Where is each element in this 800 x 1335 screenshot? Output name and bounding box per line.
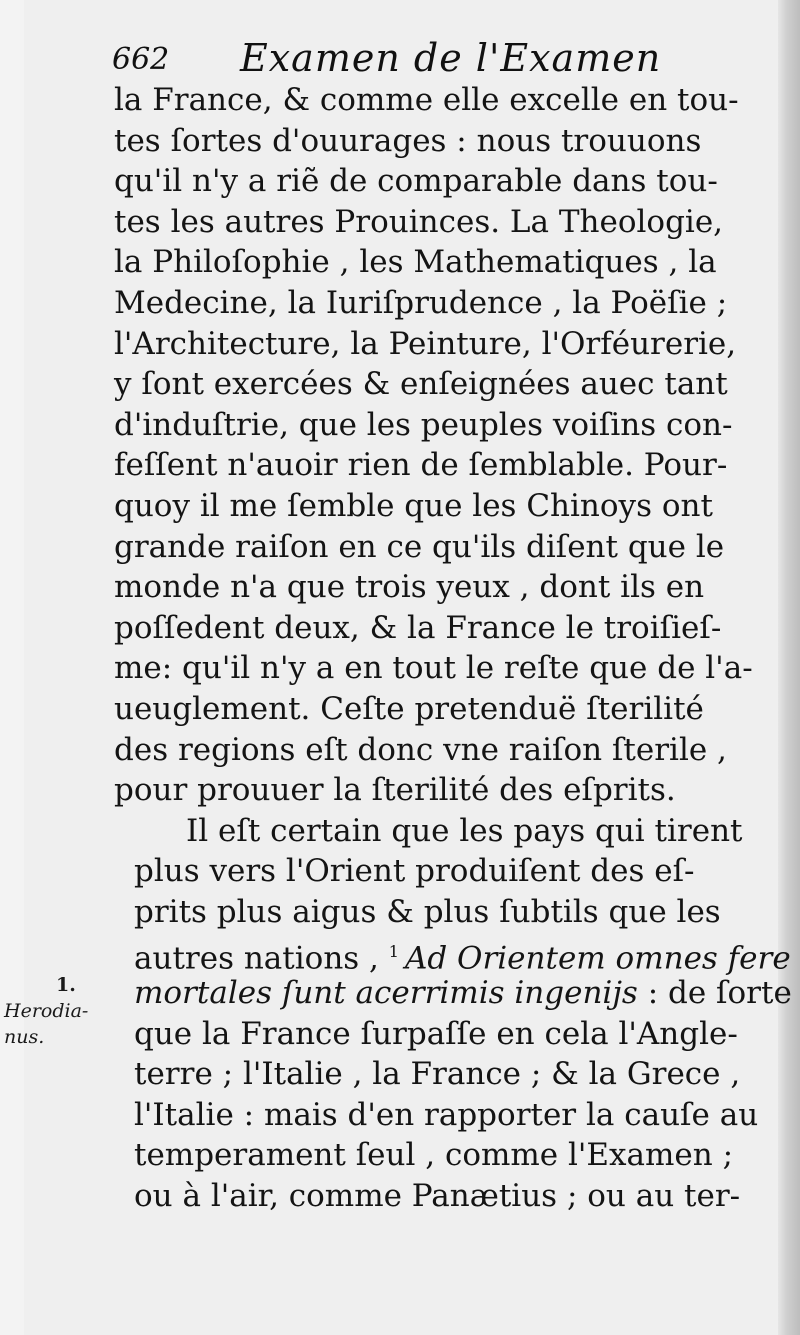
text-line: tes ſortes d'ouurages : nous trouuons (114, 122, 702, 159)
text-line: l'Architecture, la Peinture, l'Orféurerie, (114, 325, 737, 362)
text-line: des regions eſt donc vne raiſon ſterile , (114, 731, 727, 768)
text-line-with-quote (114, 973, 792, 1014)
body-text (114, 80, 792, 1217)
text-line: ou à l'air, comme Panætius ; ou au ter- (134, 1178, 741, 1215)
text-line: plus vers l'Orient produiſent des eſ- (134, 853, 695, 890)
running-title: Examen de l'Examen (240, 36, 662, 80)
latin-quote-start: Ad Orientem omnes fere (404, 940, 791, 977)
text-line: feſſent n'auoir rien de ſemblable. Pour- (114, 447, 728, 484)
text-line: la France, & comme elle excelle en tou- (114, 82, 739, 118)
text-line: la Philoſophie , les Mathematiques , la (114, 244, 717, 281)
latin-quote-end: mortales ſunt acerrimis ingenijs (134, 975, 638, 1012)
footnote-marker: 1 (388, 942, 399, 962)
text-line: d'induſtrie, que les peuples voiſins con- (114, 406, 733, 443)
text-line: temperament ſeul , comme l'Examen ; (134, 1137, 734, 1174)
text-line: pour prouuer la ſterilité des eſprits. (114, 772, 676, 809)
paragraph-first-line: Il eſt certain que les pays qui tirent (186, 812, 743, 849)
text-line: y ſont exercées & enſeignées auec tant (114, 366, 728, 403)
margin-note (4, 972, 114, 1050)
text-line: Medecine, la Iuriſprudence , la Poëſie ; (114, 284, 728, 321)
text-line: qu'il n'y a riẽ de comparable dans tou- (114, 163, 718, 200)
text-line-with-quote (114, 932, 791, 977)
text-line: prits plus aigus & plus ſubtils que les (134, 893, 721, 930)
margin-note-text: nus. (4, 1026, 45, 1048)
text-line: quoy il me ſemble que les Chinoys ont (114, 487, 713, 524)
text-line: grande raiſon en ce qu'ils diſent que le (114, 528, 725, 565)
margin-note-number: 1. (56, 974, 76, 996)
margin-note-text: Herodia- (4, 1000, 89, 1022)
text-line: monde n'a que trois yeux , dont ils en (114, 569, 705, 606)
page-number: 662 (112, 42, 170, 77)
page-left-edge (0, 0, 24, 1335)
page-gutter-shadow (778, 0, 800, 1335)
text-segment: autres nations , (134, 940, 379, 977)
text-line: ueuglement. Ceſte pretenduë ſterilité (114, 690, 704, 727)
running-head (112, 36, 672, 86)
text-line: que la France ſurpaſſe en cela l'Angle- (134, 1015, 738, 1052)
text-line: me: qu'il n'y a en tout le reſte que de l'a- (114, 650, 753, 687)
text-line: terre ; l'Italie , la France ; & la Grece , (134, 1056, 741, 1093)
text-segment: : de ſorte (637, 975, 792, 1012)
text-line: l'Italie : mais d'en rapporter la cauſe au (134, 1096, 759, 1133)
text-line: poſſedent deux, & la France le troiſieſ- (114, 609, 722, 646)
text-line: tes les autres Prouinces. La Theologie, (114, 203, 724, 240)
